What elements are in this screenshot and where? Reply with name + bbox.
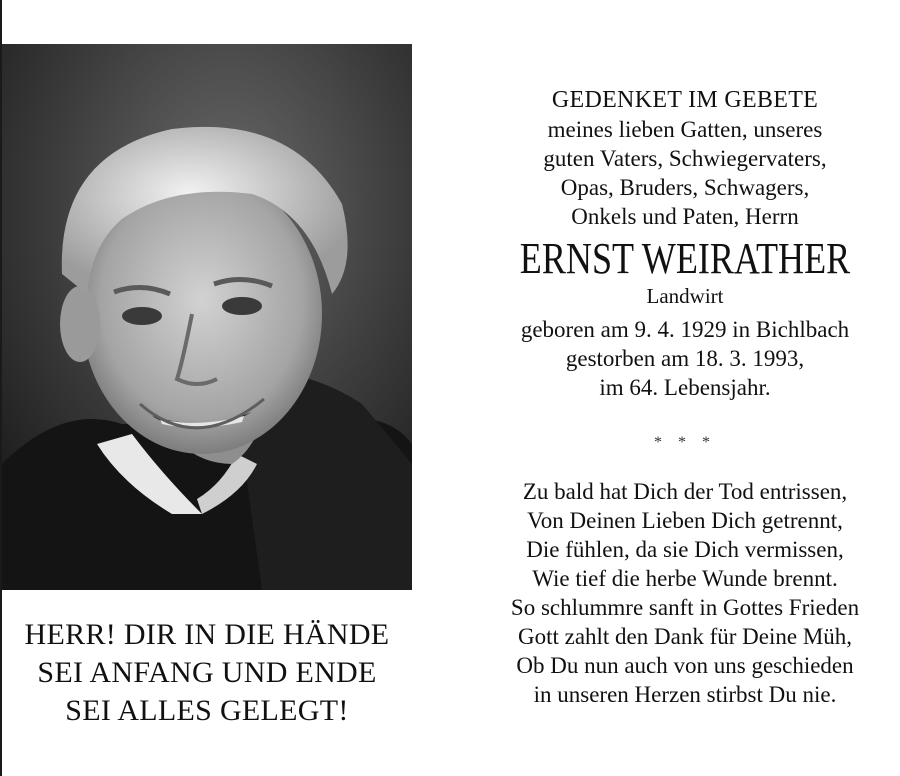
poem-line: in unseren Herzen stirbst Du nie. [533, 682, 837, 707]
age-line: im 64. Lebensjahr. [599, 375, 771, 400]
occupation: Landwirt [646, 284, 724, 308]
prayer-line-3: SEI ALLES GELEGT! [65, 694, 349, 727]
portrait-photo [2, 44, 412, 590]
birth-line: geboren am 9. 4. 1929 in Bichlbach [520, 317, 850, 342]
life-dates [480, 315, 890, 402]
prayer-line-1: HERR! DIR IN DIE HÄNDE [24, 618, 390, 651]
intro-line-2: guten Vaters, Schwiegervaters, [543, 146, 827, 171]
poem-line: Zu bald hat Dich der Tod entrissen, [522, 479, 848, 504]
poem-line: Wie tief die herbe Wunde brennt. [532, 566, 838, 591]
deceased-name: ERNST WEIRATHER [519, 234, 851, 283]
prayer-line-2: SEI ANFANG UND ENDE [37, 656, 377, 689]
prayer-verse [2, 616, 412, 730]
memorial-text [480, 86, 890, 709]
memorial-poem [480, 477, 890, 709]
heading: GEDENKET IM GEBETE [551, 87, 819, 113]
intro-line-4: Onkels und Paten, Herrn [571, 204, 799, 229]
poem-line: So schlummre sanft in Gottes Frieden [510, 595, 860, 620]
death-line: gestorben am 18. 3. 1993, [565, 346, 805, 371]
intro-line-3: Opas, Bruders, Schwagers, [560, 175, 810, 200]
poem-line: Von Deinen Lieben Dich getrennt, [527, 508, 843, 533]
poem-line: Gott zahlt den Dank für Deine Müh, [517, 624, 853, 649]
intro-line-1: meines lieben Gatten, unseres [547, 117, 823, 142]
poem-line: Ob Du nun auch von uns geschieden [516, 653, 854, 678]
poem-line: Die fühlen, da sie Dich vermissen, [526, 537, 844, 562]
divider-stars: * * * [654, 434, 716, 451]
